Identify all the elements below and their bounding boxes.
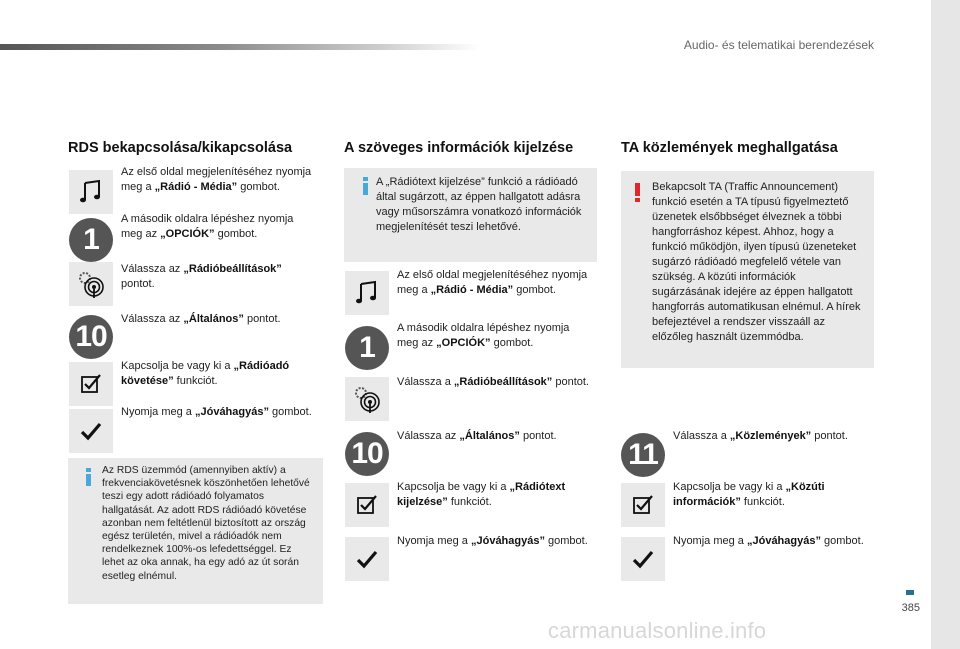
radio-settings-icon <box>75 268 107 300</box>
info-icon <box>86 468 91 486</box>
checkbox-icon <box>631 493 655 517</box>
settings-tile <box>345 377 389 421</box>
col2-step1a: Az első oldal megjelenítéséhez nyomja meg a „Rádió - Média” gombot. <box>397 269 588 296</box>
warning-icon <box>635 183 640 203</box>
col2-step3: Válassza az „Általános” pontot. <box>397 430 557 442</box>
ta-warning-text: Bekapcsolt TA (Traffic Announcement) funkció esetén a TA típusú figyelmeztető üzenetek elsőbbséget élveznek a többi hangforráshoz képest. Ahhoz, hogy a funkció működjön, ilyen típusú üzeneteket sugárzó rádióadó megfelelő vétele van szükség. A közúti információk sugárzásának idejére az éppen hallgatott hangforrás automatikusan elnémul. A hírek befejeztével a rendszer visszaáll az előzőleg használt üzemmódba. <box>652 181 861 343</box>
page-header-title: Audio- és telematikai berendezések <box>683 38 874 52</box>
col3-step1: Válassza a „Közlemények” pontot. <box>673 430 848 442</box>
col1-step1b: A második oldalra lépéshez nyomja meg az „OPCIÓK” gombot. <box>121 213 294 240</box>
ta-section-title: TA közlemények meghallgatása <box>621 140 838 156</box>
settings-tile <box>69 262 113 306</box>
music-note-tile <box>345 271 389 315</box>
col2-step5: Nyomja meg a „Jóváhagyás” gombot. <box>397 535 588 547</box>
checkmark-icon <box>79 419 103 443</box>
side-strip <box>931 0 960 649</box>
radiotext-info-text: A „Rádiótext kijelzése” funkció a rádióadó által sugárzott, az éppen hallgatott adásra vagy műsorszámra vonatkozó információk megjelenítését teszi lehetővé. <box>376 176 582 233</box>
step-number-1: 1 <box>69 218 113 262</box>
text-info-section-title: A szöveges információk kijelzése <box>344 140 574 156</box>
info-icon <box>363 177 368 195</box>
watermark: carmanualsonline.info <box>548 618 767 643</box>
col1-step5: Nyomja meg a „Jóváhagyás” gombot. <box>121 406 312 418</box>
rds-info-text: Az RDS üzemmód (amennyiben aktív) a frekvenciakövetésnek köszönhetően lehetővé teszi egy adott rádióadó folyamatos hallgatását. Az adott RDS rádióadó követése azonban nem feltétlenül biztosított az ország egész területén, mivel a rádióadók nem rendelkeznek 100%-os lefedettséggel. Ez lehet az oka annak, ha egy adó az út során esetleg elnémul. <box>102 465 310 582</box>
col2-step2: Válassza a „Rádióbeállítások” pontot. <box>397 376 589 388</box>
col2-step4: Kapcsolja be vagy ki a „Rádiótext kijelzése” funkciót. <box>397 481 566 508</box>
col1-step4: Kapcsolja be vagy ki a „Rádióadó követése” funkciót. <box>121 360 290 387</box>
page-marker <box>906 590 914 595</box>
music-note-tile <box>69 170 113 214</box>
checkmark-icon <box>631 547 655 571</box>
col3-step3: Nyomja meg a „Jóváhagyás” gombot. <box>673 535 864 547</box>
radio-settings-icon <box>351 383 383 415</box>
radiotext-info-box <box>344 168 597 262</box>
header-gradient-bar <box>0 44 480 50</box>
checkbox-tile <box>621 483 665 527</box>
checkbox-tile <box>345 483 389 527</box>
step-number-1: 1 <box>345 326 389 370</box>
step-number-11: 11 <box>621 433 665 477</box>
music-note-icon <box>78 179 104 205</box>
checkbox-icon <box>79 372 103 396</box>
col3-step2: Kapcsolja be vagy ki a „Közúti információk” funkciót. <box>673 481 825 508</box>
checkbox-tile <box>69 362 113 406</box>
rds-section-title: RDS bekapcsolása/kikapcsolása <box>68 140 293 156</box>
page-number: 385 <box>901 602 920 614</box>
step-number-10: 10 <box>345 432 389 476</box>
col1-step2: Válassza az „Rádióbeállítások” pontot. <box>121 263 282 290</box>
confirm-tile <box>69 409 113 453</box>
confirm-tile <box>621 537 665 581</box>
step-number-10: 10 <box>69 315 113 359</box>
rds-info-box <box>68 458 323 604</box>
checkbox-icon <box>355 493 379 517</box>
col2-step1b: A második oldalra lépéshez nyomja meg az „OPCIÓK” gombot. <box>397 322 570 349</box>
confirm-tile <box>345 537 389 581</box>
col1-step1a: Az első oldal megjelenítéséhez nyomja meg a „Rádió - Média” gombot. <box>121 166 312 193</box>
ta-warning-box <box>621 171 874 368</box>
col1-step3: Válassza az „Általános” pontot. <box>121 313 281 325</box>
music-note-icon <box>354 280 380 306</box>
checkmark-icon <box>355 547 379 571</box>
